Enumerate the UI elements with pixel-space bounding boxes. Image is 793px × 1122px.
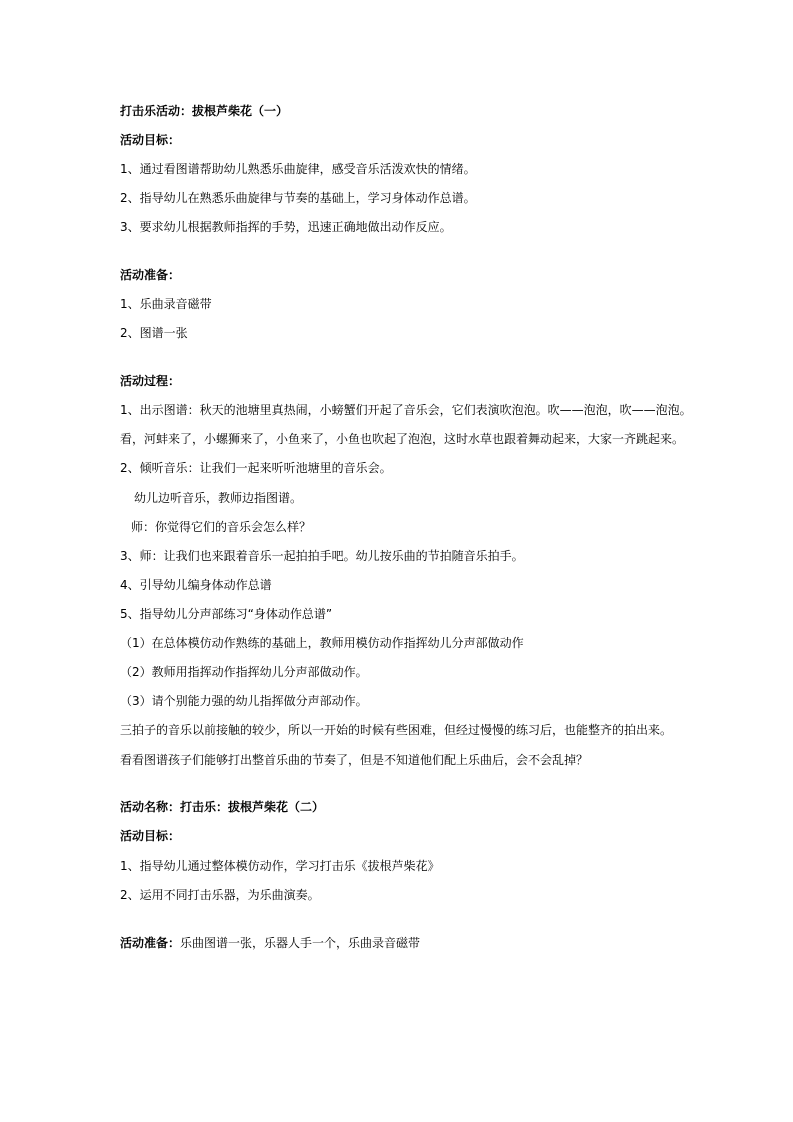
section1-prep-heading: 活动准备：	[120, 268, 181, 282]
section1-process-line: 幼儿边听音乐，教师边指图谱。	[134, 491, 303, 505]
section1-process-line: 师：你觉得它们的音乐会怎么样？	[131, 520, 312, 534]
section1-title: 打击乐活动：拔根芦柴花（一）	[120, 104, 289, 118]
section2-goal-1: 1、指导幼儿通过整体模仿动作，学习打击乐《拔根芦柴花》	[120, 859, 440, 873]
section1-process-heading: 活动过程：	[120, 374, 181, 388]
section1-goal-1: 1、通过看图谱帮助幼儿熟悉乐曲旋律，感受音乐活泼欢快的情绪。	[120, 162, 476, 176]
section2-prep-line	[120, 935, 420, 951]
section2-prep-heading: 活动准备：	[120, 936, 181, 950]
section1-goal-2: 2、指导幼儿在熟悉乐曲旋律与节奏的基础上，学习身体动作总谱。	[120, 191, 476, 205]
section1-process-line: （1）在总体模仿动作熟练的基础上，教师用模仿动作指挥幼儿分声部做动作	[120, 636, 524, 650]
section1-process-line: 3、师：让我们也来跟着音乐一起拍拍手吧。幼儿按乐曲的节拍随音乐拍手。	[120, 549, 524, 563]
section1-process-line: 4、引导幼儿编身体动作总谱	[120, 578, 272, 592]
section2-goals-heading: 活动目标：	[120, 829, 181, 843]
section1-goals-heading: 活动目标：	[120, 133, 181, 147]
section1-process-line: 三拍子的音乐以前接触的较少，所以一开始的时候有些困难，但经过慢慢的练习后，也能整齐的拍出来。	[120, 723, 673, 737]
section1-prep-1: 1、乐曲录音磁带	[120, 297, 212, 311]
section1-prep-2: 2、图谱一张	[120, 326, 188, 340]
section1-goal-3: 3、要求幼儿根据教师指挥的手势，迅速正确地做出动作反应。	[120, 220, 452, 234]
section1-process-line: （2）教师用指挥动作指挥幼儿分声部做动作。	[120, 665, 368, 679]
section1-process-line: 1、出示图谱：秋天的池塘里真热闹，小螃蟹们开起了音乐会，它们表演吹泡泡。吹——泡泡，吹——泡泡。	[120, 403, 692, 417]
section1-process-line: 2、倾听音乐：让我们一起来听听池塘里的音乐会。	[120, 461, 392, 475]
section2-goal-2: 2、运用不同打击乐器，为乐曲演奏。	[120, 888, 320, 902]
section1-process-line: 看，河蚌来了，小螺狮来了，小鱼来了，小鱼也吹起了泡泡，这时水草也跟着舞动起来，大家一齐跳起来。	[120, 432, 685, 446]
section2-prep-text: 乐曲图谱一张，乐器人手一个，乐曲录音磁带	[180, 936, 421, 950]
section1-process-line: （3）请个别能力强的幼儿指挥做分声部动作。	[120, 694, 368, 708]
section1-process-line: 5、指导幼儿分声部练习“身体动作总谱”	[120, 607, 333, 621]
section2-title: 活动名称：打击乐：拔根芦柴花（二）	[120, 800, 325, 814]
section1-process-line: 看看图谱孩子们能够打出整首乐曲的节奏了，但是不知道他们配上乐曲后，会不会乱掉？	[120, 753, 589, 767]
